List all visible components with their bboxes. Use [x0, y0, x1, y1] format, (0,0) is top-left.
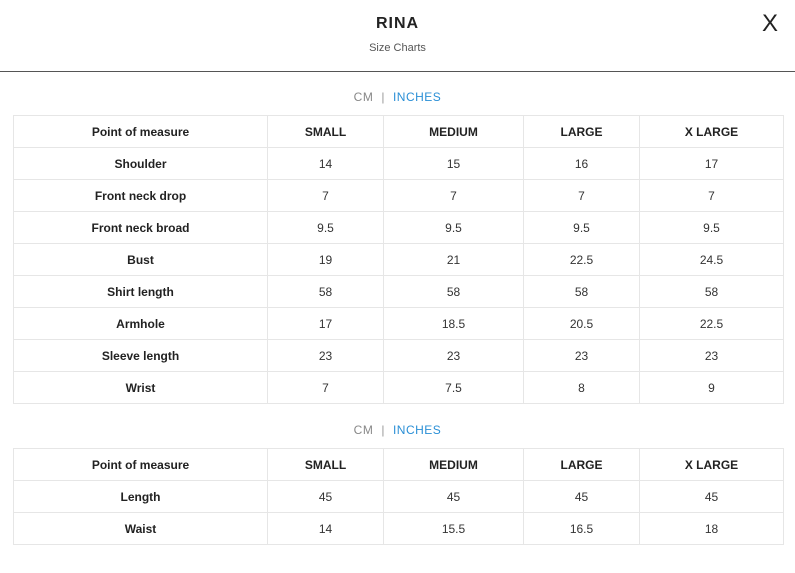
table-row [14, 340, 784, 372]
column-header: SMALL [268, 116, 384, 148]
size-value: 23 [640, 340, 784, 372]
measure-label: Wrist [14, 372, 268, 404]
size-value: 14 [268, 513, 384, 545]
column-header: MEDIUM [384, 449, 524, 481]
size-value: 23 [524, 340, 640, 372]
column-header: Point of measure [14, 449, 268, 481]
size-value: 17 [268, 308, 384, 340]
measure-label: Shirt length [14, 276, 268, 308]
measure-label: Waist [14, 513, 268, 545]
size-value: 22.5 [640, 308, 784, 340]
measure-label: Length [14, 481, 268, 513]
size-value: 18 [640, 513, 784, 545]
measure-label: Front neck drop [14, 180, 268, 212]
page-title: RINA [375, 15, 420, 32]
size-chart-bottom [13, 448, 784, 545]
size-value: 14 [268, 148, 384, 180]
unit-toggle-bottom [0, 423, 795, 437]
size-value: 23 [268, 340, 384, 372]
size-value: 45 [384, 481, 524, 513]
size-value: 45 [268, 481, 384, 513]
measure-label: Bust [14, 244, 268, 276]
size-value: 9 [640, 372, 784, 404]
table-row [14, 148, 784, 180]
size-value: 23 [384, 340, 524, 372]
column-header: X LARGE [640, 449, 784, 481]
measure-label: Shoulder [14, 148, 268, 180]
size-value: 58 [640, 276, 784, 308]
column-header: SMALL [268, 449, 384, 481]
size-value: 7 [524, 180, 640, 212]
size-value: 15.5 [384, 513, 524, 545]
size-value: 7 [268, 180, 384, 212]
table-row [14, 372, 784, 404]
size-value: 7 [268, 372, 384, 404]
size-value: 19 [268, 244, 384, 276]
column-header: LARGE [524, 449, 640, 481]
size-value: 17 [640, 148, 784, 180]
table-row [14, 244, 784, 276]
table-header-row [14, 116, 784, 148]
table-header-row [14, 449, 784, 481]
size-value: 24.5 [640, 244, 784, 276]
page-subtitle: Size Charts [369, 42, 426, 54]
size-value: 58 [524, 276, 640, 308]
table-row [14, 481, 784, 513]
size-value: 7 [384, 180, 524, 212]
size-value: 8 [524, 372, 640, 404]
column-header: LARGE [524, 116, 640, 148]
table-row [14, 308, 784, 340]
unit-separator: | [381, 90, 385, 104]
measure-label: Armhole [14, 308, 268, 340]
size-value: 45 [640, 481, 784, 513]
unit-inches-button[interactable]: INCHES [392, 423, 442, 437]
size-value: 21 [384, 244, 524, 276]
size-value: 58 [268, 276, 384, 308]
table-row [14, 212, 784, 244]
column-header: MEDIUM [384, 116, 524, 148]
size-value: 9.5 [524, 212, 640, 244]
size-value: 7.5 [384, 372, 524, 404]
unit-toggle-top [0, 90, 795, 104]
size-value: 22.5 [524, 244, 640, 276]
table-row [14, 276, 784, 308]
size-value: 16 [524, 148, 640, 180]
close-icon[interactable]: X [761, 10, 778, 37]
measure-label: Sleeve length [14, 340, 268, 372]
unit-inches-button[interactable]: INCHES [392, 90, 442, 104]
size-value: 9.5 [384, 212, 524, 244]
size-value: 9.5 [268, 212, 384, 244]
unit-cm-button[interactable]: CM [353, 423, 374, 437]
unit-cm-button[interactable]: CM [353, 90, 374, 104]
size-value: 58 [384, 276, 524, 308]
measure-label: Front neck broad [14, 212, 268, 244]
unit-separator: | [381, 423, 385, 437]
size-value: 45 [524, 481, 640, 513]
size-value: 9.5 [640, 212, 784, 244]
size-value: 15 [384, 148, 524, 180]
size-value: 16.5 [524, 513, 640, 545]
size-value: 18.5 [384, 308, 524, 340]
table-row [14, 513, 784, 545]
size-value: 7 [640, 180, 784, 212]
column-header: Point of measure [14, 116, 268, 148]
size-value: 20.5 [524, 308, 640, 340]
size-chart-top [13, 115, 784, 404]
column-header: X LARGE [640, 116, 784, 148]
table-row [14, 180, 784, 212]
modal-header [0, 0, 795, 72]
